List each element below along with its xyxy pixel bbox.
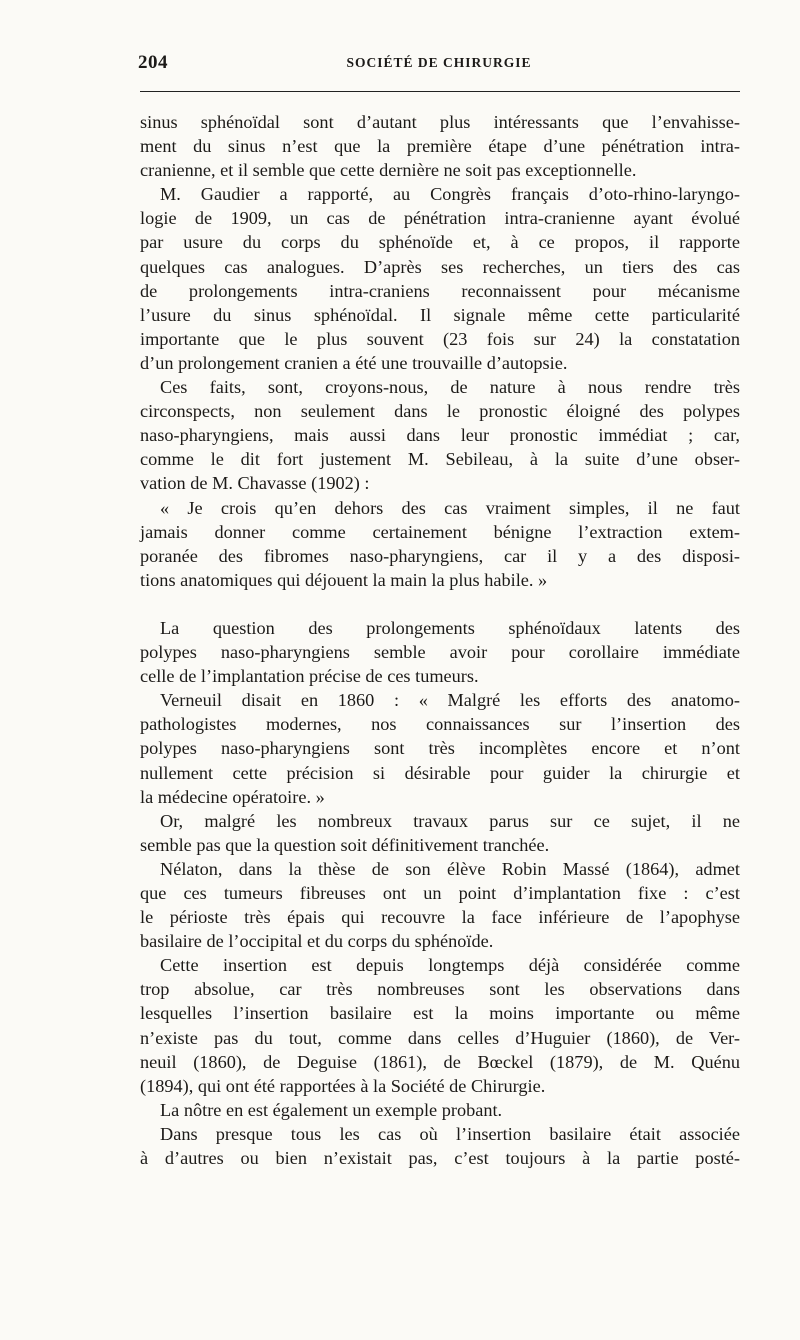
text-line: comme le dit fort justement M. Sebileau, à la suite d’une obser- (140, 449, 740, 470)
text-line: Ces faits, sont, croyons-nous, de nature à nous rendre très (160, 377, 740, 398)
text-line: nullement cette précision si désirable pour guider la chirurgie et (140, 762, 740, 783)
text-line: (1894), qui ont été rapportées à la Société de Chirurgie. (140, 1075, 546, 1096)
text-line: l’usure du sinus sphénoïdal. Il signale même cette particularité (140, 304, 740, 325)
text-line: par usure du corps du sphénoïde et, à ce propos, il rapporte (140, 232, 740, 253)
text-line: importante que le plus souvent (23 fois sur 24) la constatation (140, 328, 740, 349)
text-line: le périoste très épais qui recouvre la face inférieure de l’apophyse (140, 907, 740, 928)
text-line: logie de 1909, un cas de pénétration intra-cranienne ayant évolué (140, 208, 740, 229)
text-line: M. Gaudier a rapporté, au Congrès français d’oto-rhino-laryngo- (160, 184, 740, 205)
text-line: « Je crois qu’en dehors des cas vraiment simples, il ne faut (160, 497, 740, 518)
paragraph-gap (140, 592, 740, 616)
text-line: vation de M. Chavasse (1902) : (140, 473, 370, 494)
page-number: 204 (138, 52, 168, 73)
text-line: de prolongements intra-craniens reconnaissent pour mécanisme (140, 280, 740, 301)
text-line: que ces tumeurs fibreuses ont un point d’implantation fixe : c’est (140, 883, 740, 903)
text-line: d’un prolongement cranien a été une trouvaille d’autopsie. (140, 352, 568, 373)
text-line: tions anatomiques qui déjouent la main la plus habile. » (140, 569, 548, 590)
header-rule (140, 91, 740, 92)
text-line: Cette insertion est depuis longtemps déjà considérée comme (160, 955, 740, 976)
text-line: La nôtre en est également un exemple probant. (160, 1099, 503, 1120)
text-line: celle de l’implantation précise de ces tumeurs. (140, 666, 479, 687)
text-line: polypes naso-pharyngiens sont très incomplètes encore et n’ont (140, 738, 740, 759)
text-line: Dans presque tous les cas où l’insertion basilaire était associée (160, 1123, 740, 1144)
text-line: basilaire de l’occipital et du corps du sphénoïde. (140, 931, 494, 952)
text-line: naso-pharyngiens, mais aussi dans leur pronostic immédiat ; car, (140, 425, 740, 446)
text-line: circonspects, non seulement dans le pronostic éloigné des polypes (140, 401, 740, 422)
text-line: la médecine opératoire. » (140, 786, 325, 807)
text-line: n’existe pas du tout, comme dans celles d’Huguier (1860), de Ver- (140, 1027, 740, 1048)
text-line: lesquelles l’insertion basilaire est la moins importante ou même (140, 1003, 740, 1024)
text-line: trop absolue, car très nombreuses sont les observations dans (140, 979, 740, 1000)
text-line: polypes naso-pharyngiens semble avoir pour corollaire immédiate (140, 642, 740, 663)
text-line: neuil (1860), de Deguise (1861), de Bœckel (1879), de M. Quénu (140, 1051, 740, 1072)
page-header (138, 52, 740, 82)
text-line: Verneuil disait en 1860 : « Malgré les efforts des anatomo- (160, 690, 740, 711)
text-line: La question des prolongements sphénoïdaux latents des (160, 617, 740, 638)
text-line: Or, malgré les nombreux travaux parus sur ce sujet, il ne (160, 810, 740, 831)
text-line: pathologistes modernes, nos connaissances sur l’insertion des (140, 714, 740, 735)
text-line: quelques cas analogues. D’après ses recherches, un tiers des cas (140, 256, 740, 277)
text-line: sinus sphénoïdal sont d’autant plus intéressants que l’envahisse- (140, 112, 740, 132)
running-title: SOCIÉTÉ DE CHIRURGIE (346, 55, 532, 70)
text-line: à d’autres ou bien n’existait pas, c’est toujours à la partie posté- (140, 1148, 740, 1169)
text-line: cranienne, et il semble que cette dernière ne soit pas exceptionnelle. (140, 160, 637, 181)
text-line: Nélaton, dans la thèse de son élève Robin Massé (1864), admet (160, 858, 740, 879)
text-line: jamais donner comme certainement bénigne l’extraction extem- (140, 521, 740, 542)
body-text (140, 110, 740, 1170)
text-line: semble pas que la question soit définitivement tranchée. (140, 834, 550, 855)
text-line: ment du sinus n’est que la première étape d’une pénétration intra- (140, 136, 740, 157)
text-line: poranée des fibromes naso-pharyngiens, car il y a des disposi- (140, 545, 740, 566)
